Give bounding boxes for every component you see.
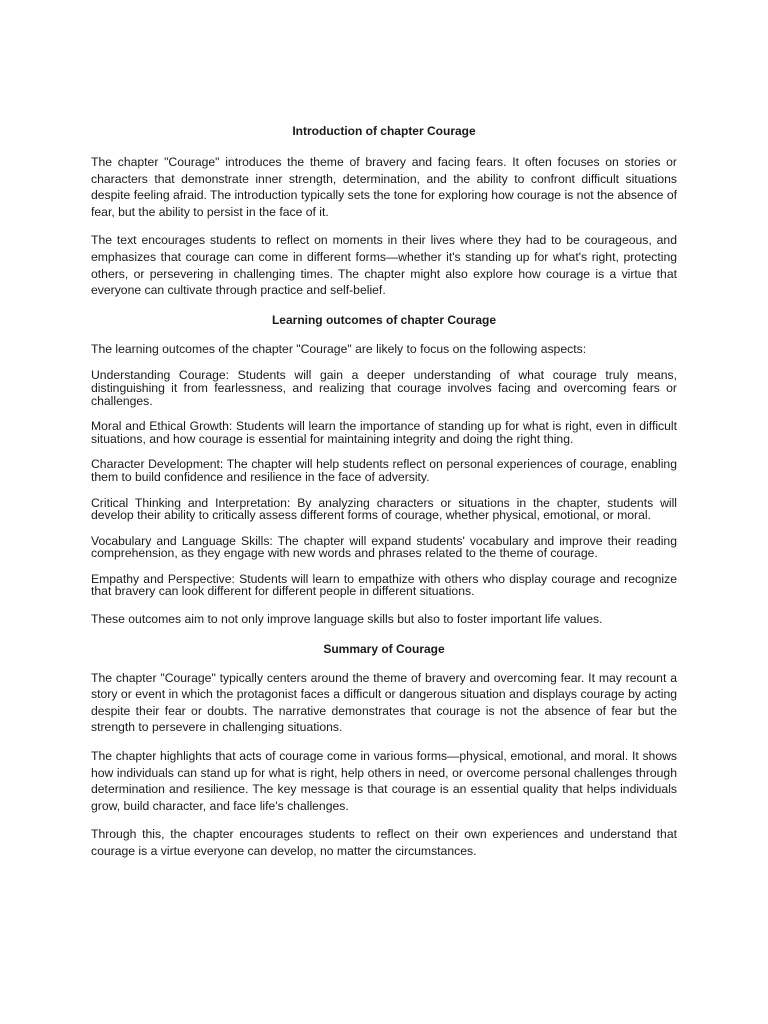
outcome-item-empathy-perspective: Empathy and Perspective: Students will learn to empathize with others who display courage and recognize that bravery can look different for different people in different situations. — [91, 571, 677, 599]
section-heading-summary: Summary of Courage — [323, 641, 445, 656]
summary-paragraph-1: The chapter "Courage" typically centers around the theme of bravery and overcoming fear. It may recount a story or event in which the protagonist faces a difficult or dangerous situation and displays courage by acting despite their fear or doubts. The narrative demonstrates that courage is not the absence of fear but the strength to persevere in challenging situations. — [91, 670, 677, 735]
document-page — [91, 122, 677, 872]
section-heading-learning-outcomes: Learning outcomes of chapter Courage — [271, 312, 497, 327]
learning-outcomes-outro: These outcomes aim to not only improve language skills but also to foster important life values. — [91, 612, 603, 627]
section-heading-introduction: Introduction of chapter Courage — [292, 124, 476, 138]
summary-paragraph-2: The chapter highlights that acts of courage come in various forms—physical, emotional, and moral. It shows how individuals can stand up for what is right, help others in need, or overcome personal challenges through determination and resilience. The key message is that courage is an essential quality that helps individuals grow, build character, and face life's challenges. — [91, 749, 677, 813]
intro-paragraph-1: The chapter "Courage" introduces the theme of bravery and facing fears. It often focuses on stories or characters that demonstrate inner strength, determination, and the ability to confront difficult situations despite feeling afraid. The introduction typically sets the tone for exploring how courage is not the absence of fear, but the ability to persist in the face of it. — [91, 155, 677, 219]
outcome-item-critical-thinking: Critical Thinking and Interpretation: By analyzing characters or situations in the chapter, students will develop their ability to critically assess different forms of courage, whether physical, emotional, or moral. — [91, 495, 677, 523]
summary-paragraph-3: Through this, the chapter encourages students to reflect on their own experiences and understand that courage is a virtue everyone can develop, no matter the circumstances. — [91, 827, 677, 858]
outcome-item-moral-ethical-growth: Moral and Ethical Growth: Students will learn the importance of standing up for what is right, even in difficult situations, and how courage is essential for maintaining integrity and doing the right thing. — [91, 419, 677, 446]
intro-paragraph-2: The text encourages students to reflect on moments in their lives where they had to be courageous, and emphasizes that courage can come in different forms—whether it's standing up for what's right, protecting others, or persevering in challenging times. The chapter might also explore how courage is a virtue that everyone can cultivate through practice and self-belief. — [91, 233, 677, 298]
outcome-item-understanding-courage: Understanding Courage: Students will gain a deeper understanding of what courage truly means, distinguishing it from fearlessness, and realizing that courage involves facing and overcoming fears or challenges. — [91, 368, 677, 408]
outcome-item-vocabulary-language: Vocabulary and Language Skills: The chapter will expand students' vocabulary and improve their reading comprehension, as they engage with new words and phrases related to the theme of courage. — [91, 533, 677, 561]
outcome-item-character-development: Character Development: The chapter will help students reflect on personal experiences of courage, enabling them to build confidence and resilience in the face of adversity. — [91, 457, 677, 484]
learning-outcomes-intro: The learning outcomes of the chapter "Courage" are likely to focus on the following aspects: — [91, 341, 587, 356]
